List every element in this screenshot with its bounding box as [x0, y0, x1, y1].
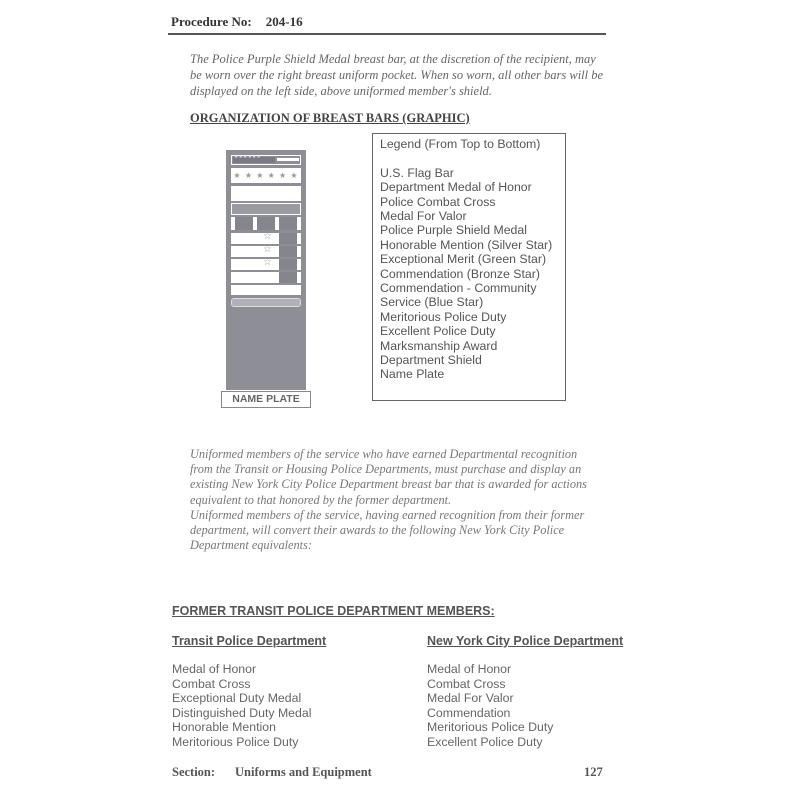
nypd-award: Combat Cross	[427, 676, 506, 691]
legend-item: Marksmanship Award	[380, 338, 498, 353]
transit-awards-list	[172, 662, 311, 749]
nypd-award: Commendation	[427, 705, 511, 720]
star-icon: ☆	[263, 231, 272, 242]
excellent-duty-bar	[231, 285, 301, 295]
legend-item: Medal For Valor	[380, 209, 467, 224]
transit-column-header: Transit Police Department	[172, 634, 327, 648]
conversion-paragraph	[190, 447, 630, 553]
legend-item: Police Combat Cross	[380, 194, 496, 209]
org-heading: ORGANIZATION OF BREAST BARS (GRAPHIC)	[190, 111, 470, 125]
paragraph-line: existing New York City Police Department breast bar that is awarded for actions	[190, 477, 587, 492]
legend-title: Legend (From Top to Bottom)	[380, 137, 541, 151]
paragraph-line: Uniformed members of the service, having earned recognition from their former	[190, 507, 585, 522]
legend-item: Commendation (Bronze Star)	[380, 266, 540, 281]
us-flag-bar	[231, 155, 301, 165]
nypd-award: Meritorious Police Duty	[427, 720, 554, 734]
legend-box	[372, 133, 566, 401]
paragraph-line: Uniformed members of the service who have earned Departmental recognition	[190, 447, 578, 461]
legend-item: Excellent Police Duty	[380, 324, 496, 339]
green-star-bar	[231, 246, 301, 257]
legend-item: Department Medal of Honor	[380, 180, 532, 195]
paragraph-line: from the Transit or Housing Police Departments, must purchase and display an	[190, 462, 582, 477]
department-shield	[231, 298, 301, 307]
combat-cross-bar	[231, 186, 301, 201]
footer-section-name: Uniforms and Equipment	[235, 765, 372, 779]
paragraph-line: Department equivalents:	[190, 538, 312, 553]
legend-item: U.S. Flag Bar	[380, 165, 454, 180]
procedure-header	[171, 14, 303, 30]
star-icon: ☆	[263, 244, 272, 255]
paragraph-line: department, will convert their awards to the following New York City Police	[190, 523, 565, 538]
intro-paragraph: The Police Purple Shield Medal breast bar, at the discretion of the recipient, may be worn over the right breast uniform pocket. When so worn, all other bars will be displayed on the left side, above uniformed member's shield.	[190, 52, 604, 98]
blue-star-bar	[231, 272, 301, 283]
header-rule	[168, 33, 606, 35]
medal-for-valor-bar	[231, 203, 301, 215]
transit-award: Exceptional Duty Medal	[172, 691, 302, 705]
flag-stripe	[277, 158, 299, 161]
former-transit-heading: FORMER TRANSIT POLICE DEPARTMENT MEMBERS:	[172, 604, 495, 618]
nypd-column-header: New York City Police Department	[427, 634, 624, 648]
procedure-label: Procedure No:	[171, 14, 252, 29]
nypd-awards-list	[427, 662, 553, 749]
star-icon: ☆	[263, 257, 272, 268]
nypd-award: Excellent Police Duty	[427, 734, 543, 749]
legend-item: Exceptional Merit (Green Star)	[380, 252, 547, 267]
transit-award: Meritorious Police Duty	[172, 734, 299, 749]
flag-canton	[233, 157, 275, 163]
paragraph-line: equivalent to that honored by the former department.	[190, 492, 452, 507]
nypd-award: Medal For Valor	[427, 691, 514, 705]
transit-award: Medal of Honor	[172, 662, 257, 676]
transit-award: Distinguished Duty Medal	[172, 705, 312, 720]
purple-shield-bar	[231, 217, 301, 230]
footer-section-label: Section:	[172, 765, 216, 779]
legend-item: Commendation - Community	[380, 281, 537, 296]
legend-item: Name Plate	[380, 367, 445, 382]
legend-item: Police Purple Shield Medal	[380, 223, 527, 238]
flag-stars: ★★★★★★	[234, 155, 261, 160]
procedure-number: 204-16	[265, 14, 303, 29]
breast-bar-graphic	[226, 150, 306, 390]
legend-item: Meritorious Police Duty	[380, 309, 507, 324]
transit-award: Honorable Mention	[172, 720, 276, 734]
legend-item: Honorable Mention (Silver Star)	[380, 237, 553, 252]
nypd-award: Medal of Honor	[427, 662, 512, 676]
legend-item: Department Shield	[380, 353, 482, 368]
silver-star-bar	[231, 233, 301, 244]
name-plate: NAME PLATE	[221, 391, 311, 408]
transit-award: Combat Cross	[172, 676, 251, 691]
legend-item: Service (Blue Star)	[380, 295, 484, 310]
bronze-star-bar	[231, 259, 301, 270]
page-number: 127	[584, 765, 603, 779]
medal-of-honor-bar: ★ ★ ★ ★ ★ ★	[231, 168, 301, 183]
